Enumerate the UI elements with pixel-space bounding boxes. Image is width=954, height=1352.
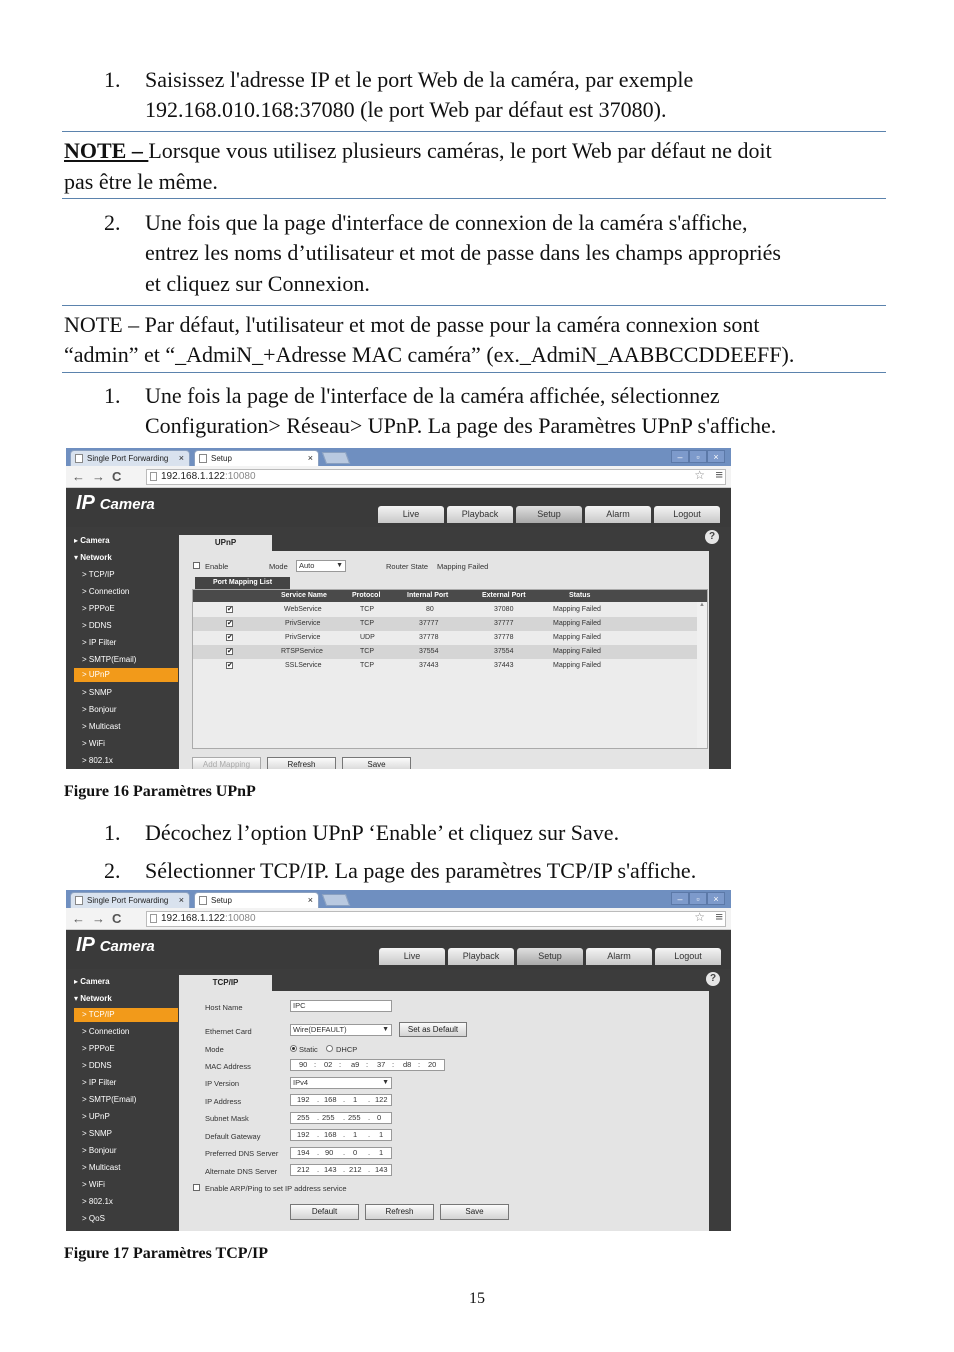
host-name-label: Host Name: [205, 1003, 243, 1012]
sidebar-item-smtp[interactable]: > SMTP(Email): [82, 655, 137, 664]
sidebar-item-upnp[interactable]: > UPnP: [82, 1112, 110, 1121]
forward-icon[interactable]: →: [92, 911, 105, 926]
tab-upnp[interactable]: UPnP: [179, 535, 272, 551]
preferred-dns-field[interactable]: 194 . 90 . 0 . 1: [290, 1147, 392, 1159]
back-icon[interactable]: ←: [72, 469, 85, 484]
menu-icon[interactable]: ≡: [715, 467, 723, 482]
settings-content: [179, 969, 731, 1231]
step-text: 192.168.010.168:37080 (le port Web par défaut est 37080).: [145, 97, 667, 122]
sidebar-item-smtp[interactable]: > SMTP(Email): [82, 1095, 137, 1104]
cell: Mapping Failed: [553, 620, 601, 627]
minimize-icon[interactable]: –: [671, 892, 689, 905]
nav-live[interactable]: Live: [378, 506, 444, 523]
sidebar-item-qos[interactable]: > QoS: [82, 1214, 105, 1223]
default-gateway-label: Default Gateway: [205, 1132, 261, 1141]
cell: 37777: [419, 620, 439, 627]
cell: 37778: [419, 634, 439, 641]
help-icon[interactable]: ?: [706, 972, 720, 986]
close-icon[interactable]: ×: [178, 453, 184, 463]
cell: Mapping Failed: [553, 634, 601, 641]
note-text: NOTE – Par défaut, l'utilisateur et mot de passe pour la caméra connexion sont: [64, 312, 760, 337]
page-icon: [75, 896, 83, 905]
close-icon[interactable]: ×: [307, 895, 313, 905]
url-input[interactable]: 192.168.1.122:10080: [146, 911, 726, 927]
cell: PrivService: [285, 620, 321, 627]
sidebar-item-snmp[interactable]: > SNMP: [82, 688, 113, 697]
router-state-label: Router State: [386, 562, 429, 571]
step-text: Une fois que la page d'interface de connexion de la caméra s'affiche,: [145, 210, 748, 235]
step-number: 1.: [104, 67, 121, 92]
browser-tab[interactable]: Setup ×: [194, 450, 319, 466]
ip-version-select[interactable]: IPv4 ▼: [290, 1077, 392, 1089]
subnet-mask-field[interactable]: 255 . 255 . 255 . 0: [290, 1112, 392, 1124]
minimize-icon[interactable]: –: [671, 450, 689, 463]
static-label: Static: [299, 1045, 318, 1054]
step-number: 2.: [104, 210, 121, 235]
tcpip-screenshot: [66, 890, 731, 1231]
window-controls: [671, 892, 725, 905]
column-header: Status: [569, 592, 591, 599]
sidebar-item-bonjour[interactable]: > Bonjour: [82, 1146, 117, 1155]
window-controls: [671, 450, 725, 463]
ip-address-label: IP Address: [205, 1097, 242, 1106]
ethernet-card-label: Ethernet Card: [205, 1027, 252, 1036]
table-row[interactable]: [193, 617, 697, 631]
page-icon: [199, 454, 207, 463]
cell: 37443: [419, 662, 439, 669]
browser-tab[interactable]: Setup ×: [194, 892, 319, 908]
address-bar: [66, 466, 731, 488]
note-text: NOTE – Lorsque vous utilisez plusieurs caméras, le port Web par défaut ne doit: [64, 138, 772, 163]
camera-header: [66, 488, 731, 527]
close-icon[interactable]: ×: [707, 892, 725, 905]
sidebar-camera[interactable]: ▸ Camera: [74, 536, 110, 545]
new-tab-button[interactable]: [322, 452, 350, 464]
nav-logout[interactable]: Logout: [654, 506, 720, 523]
figure-caption: Figure 17 Paramètres TCP/IP: [64, 1245, 268, 1262]
page-number: 15: [469, 1290, 485, 1307]
dhcp-radio[interactable]: [326, 1045, 333, 1052]
sidebar-network[interactable]: ▾ Network: [74, 553, 112, 562]
reload-icon[interactable]: C: [112, 911, 122, 926]
figure-caption: Figure 16 Paramètres UPnP: [64, 783, 256, 800]
step-text: Une fois la page de l'interface de la caméra affichée, sélectionnez: [145, 383, 720, 408]
nav-alarm[interactable]: Alarm: [585, 506, 651, 523]
browser-tabbar: [66, 890, 731, 908]
table-row[interactable]: [193, 659, 697, 673]
menu-icon[interactable]: ≡: [715, 909, 723, 924]
sidebar-item-bonjour[interactable]: > Bonjour: [82, 705, 117, 714]
sidebar-item-8021x[interactable]: > 802.1x: [82, 1197, 113, 1206]
ip-address-field[interactable]: 192 . 168 . 1 . 122: [290, 1094, 392, 1106]
table-row[interactable]: [193, 603, 697, 617]
enable-label: Enable: [205, 562, 229, 571]
row-checkbox[interactable]: ✔: [227, 662, 233, 669]
set-as-default-button[interactable]: Set as Default: [399, 1022, 467, 1037]
cell: TCP: [360, 606, 374, 613]
column-header: External Port: [482, 592, 526, 599]
sidebar-item-upnp[interactable]: > UPnP: [74, 668, 178, 682]
save-button[interactable]: Save: [342, 757, 411, 769]
maximize-icon[interactable]: ▫: [689, 450, 707, 463]
enable-checkbox[interactable]: [193, 562, 200, 569]
alternate-dns-label: Alternate DNS Server: [205, 1167, 278, 1176]
maximize-icon[interactable]: ▫: [689, 892, 707, 905]
step-text: Sélectionner TCP/IP. La page des paramètres TCP/IP s'affiche.: [145, 858, 697, 883]
cell: 80: [426, 606, 434, 613]
settings-content: [179, 527, 731, 769]
new-tab-button[interactable]: [322, 894, 350, 906]
cell: 37554: [494, 648, 514, 655]
step-number: 1.: [104, 820, 121, 845]
sidebar-item-multicast[interactable]: > Multicast: [82, 722, 121, 731]
preferred-dns-label: Preferred DNS Server: [205, 1149, 279, 1158]
mac-address-label: MAC Address: [205, 1062, 251, 1071]
mode-select[interactable]: Auto ▼: [296, 560, 346, 572]
cell: PrivService: [285, 634, 321, 641]
divider: [62, 198, 886, 199]
sidebar-item-snmp[interactable]: > SNMP: [82, 1129, 113, 1138]
cell: 37443: [494, 662, 514, 669]
page-icon: [150, 914, 157, 923]
ethernet-card-select[interactable]: Wire(DEFAULT) ▼: [290, 1024, 392, 1036]
nav-setup[interactable]: Setup: [517, 948, 583, 965]
cell: Mapping Failed: [553, 662, 601, 669]
table-row[interactable]: [193, 645, 697, 659]
address-bar: [66, 908, 731, 930]
sidebar-item-wifi[interactable]: > WiFi: [82, 739, 105, 748]
default-gateway-field[interactable]: 192 . 168 . 1 . 1: [290, 1129, 392, 1141]
arp-ping-checkbox[interactable]: [193, 1184, 200, 1191]
row-checkbox[interactable]: ✔: [227, 620, 233, 627]
sidebar-item-ip-filter[interactable]: > IP Filter: [82, 638, 117, 647]
sidebar-network[interactable]: ▾ Network: [74, 994, 112, 1003]
cell: UDP: [360, 634, 375, 641]
column-header: Protocol: [352, 592, 381, 599]
sidebar: [66, 527, 179, 769]
cell: Mapping Failed: [553, 648, 601, 655]
mode-label: Mode: [205, 1045, 224, 1054]
mode-label: Mode: [269, 562, 288, 571]
refresh-button[interactable]: Refresh: [365, 1204, 434, 1220]
page-icon: [75, 454, 83, 463]
sidebar-item-ip-filter[interactable]: > IP Filter: [82, 1078, 117, 1087]
step-text: Décochez l’option UPnP ‘Enable’ et cliquez sur Save.: [145, 820, 620, 845]
cell: TCP: [360, 662, 374, 669]
sidebar-item-connection[interactable]: > Connection: [82, 1027, 130, 1036]
ip-camera-logo: IP Camera: [76, 492, 155, 514]
cell: 37554: [419, 648, 439, 655]
cell: 37778: [494, 634, 514, 641]
table-row[interactable]: [193, 631, 697, 645]
sidebar-item-pppoe[interactable]: > PPPoE: [82, 1044, 115, 1053]
nav-setup[interactable]: Setup: [516, 506, 582, 523]
sidebar-item-ddns[interactable]: > DDNS: [82, 621, 112, 630]
row-checkbox[interactable]: ✔: [227, 648, 233, 655]
nav-logout[interactable]: Logout: [655, 948, 721, 965]
sidebar: [66, 969, 179, 1231]
bookmark-star-icon[interactable]: ☆: [694, 468, 705, 482]
close-icon[interactable]: ×: [178, 895, 184, 905]
note-label: NOTE –: [64, 138, 149, 163]
cell: TCP: [360, 620, 374, 627]
add-mapping-button[interactable]: Add Mapping: [192, 757, 261, 769]
sidebar-item-ddns[interactable]: > DDNS: [82, 1061, 112, 1070]
cell: SSLService: [285, 662, 322, 669]
browser-tabbar: [66, 448, 731, 466]
divider: [62, 131, 886, 132]
page-icon: [199, 896, 207, 905]
nav-playback[interactable]: Playback: [447, 506, 513, 523]
sidebar-item-connection[interactable]: > Connection: [82, 587, 130, 596]
sidebar-item-tcpip[interactable]: > TCP/IP: [82, 570, 115, 579]
cell: TCP: [360, 648, 374, 655]
sidebar-item-8021x[interactable]: > 802.1x: [82, 756, 113, 765]
cell: 37777: [494, 620, 514, 627]
forward-icon[interactable]: →: [92, 469, 105, 484]
cell: 37080: [494, 606, 514, 613]
nav-alarm[interactable]: Alarm: [586, 948, 652, 965]
tab-tcpip[interactable]: TCP/IP: [179, 975, 272, 991]
default-button[interactable]: Default: [290, 1204, 359, 1220]
step-number: 2.: [104, 858, 121, 883]
help-icon[interactable]: ?: [705, 530, 719, 544]
cell: WebService: [284, 606, 322, 613]
upnp-panel: [179, 551, 709, 769]
alternate-dns-field[interactable]: 212 . 143 . 212 . 143: [290, 1164, 392, 1176]
cell: Mapping Failed: [553, 606, 601, 613]
cell: RTSPService: [281, 648, 323, 655]
browser-tab[interactable]: Single Port Forwarding ×: [70, 892, 190, 908]
url-input[interactable]: 192.168.1.122:10080: [146, 469, 726, 485]
sidebar-item-multicast[interactable]: > Multicast: [82, 1163, 121, 1172]
column-header: Internal Port: [407, 592, 449, 599]
step-number: 1.: [104, 383, 121, 408]
step-text: Configuration> Réseau> UPnP. La page des Paramètres UPnP s'affiche.: [145, 413, 777, 438]
upnp-screenshot: [66, 448, 731, 769]
step-text: et cliquez sur Connexion.: [145, 271, 370, 296]
close-icon[interactable]: ×: [707, 450, 725, 463]
subnet-mask-label: Subnet Mask: [205, 1114, 249, 1123]
row-checkbox[interactable]: ✔: [227, 634, 233, 641]
dhcp-label: DHCP: [336, 1045, 358, 1054]
table-header: [193, 590, 707, 602]
divider: [62, 305, 886, 306]
sidebar-item-pppoe[interactable]: > PPPoE: [82, 604, 115, 613]
row-checkbox[interactable]: ✔: [227, 606, 233, 613]
nav-playback[interactable]: Playback: [448, 948, 514, 965]
router-state-value: Mapping Failed: [437, 562, 489, 571]
reload-icon[interactable]: C: [112, 469, 122, 484]
bookmark-star-icon[interactable]: ☆: [694, 910, 705, 924]
step-text: entrez les noms d’utilisateur et mot de passe dans les champs appropriés: [145, 240, 781, 265]
save-button[interactable]: Save: [440, 1204, 509, 1220]
refresh-button[interactable]: Refresh: [267, 757, 336, 769]
ip-version-label: IP Version: [205, 1079, 240, 1088]
port-mapping-table: [192, 589, 708, 749]
sidebar-item-wifi[interactable]: > WiFi: [82, 1180, 105, 1189]
step-text: Saisissez l'adresse IP et le port Web de la caméra, par exemple: [145, 67, 694, 92]
static-radio[interactable]: [290, 1045, 297, 1052]
ip-camera-logo: IP Camera: [76, 934, 155, 956]
mac-address-field[interactable]: 90 : 02 : a9 : 37 : d8 : 20: [290, 1059, 445, 1071]
note-text: “admin” et “_AdmiN_+Adresse MAC caméra” (ex._AdmiN_AABBCCDDEEFF).: [64, 342, 795, 367]
port-mapping-list-tab[interactable]: Port Mapping List: [195, 577, 290, 589]
sidebar-camera[interactable]: ▸ Camera: [74, 977, 110, 986]
close-icon[interactable]: ×: [307, 453, 313, 463]
sidebar-item-tcpip[interactable]: > TCP/IP: [74, 1008, 178, 1022]
browser-tab[interactable]: Single Port Forwarding ×: [70, 450, 190, 466]
back-icon[interactable]: ←: [72, 911, 85, 926]
nav-live[interactable]: Live: [379, 948, 445, 965]
column-header: Service Name: [281, 592, 327, 599]
tcpip-panel: [179, 991, 709, 1231]
arp-ping-label: Enable ARP/Ping to set IP address service: [205, 1184, 347, 1193]
divider: [62, 372, 886, 373]
note-text: pas être le même.: [64, 169, 218, 194]
table-scrollbar[interactable]: ▲: [697, 602, 707, 748]
host-name-input[interactable]: IPC: [290, 1000, 392, 1012]
page-icon: [150, 472, 157, 481]
camera-header: [66, 930, 731, 969]
